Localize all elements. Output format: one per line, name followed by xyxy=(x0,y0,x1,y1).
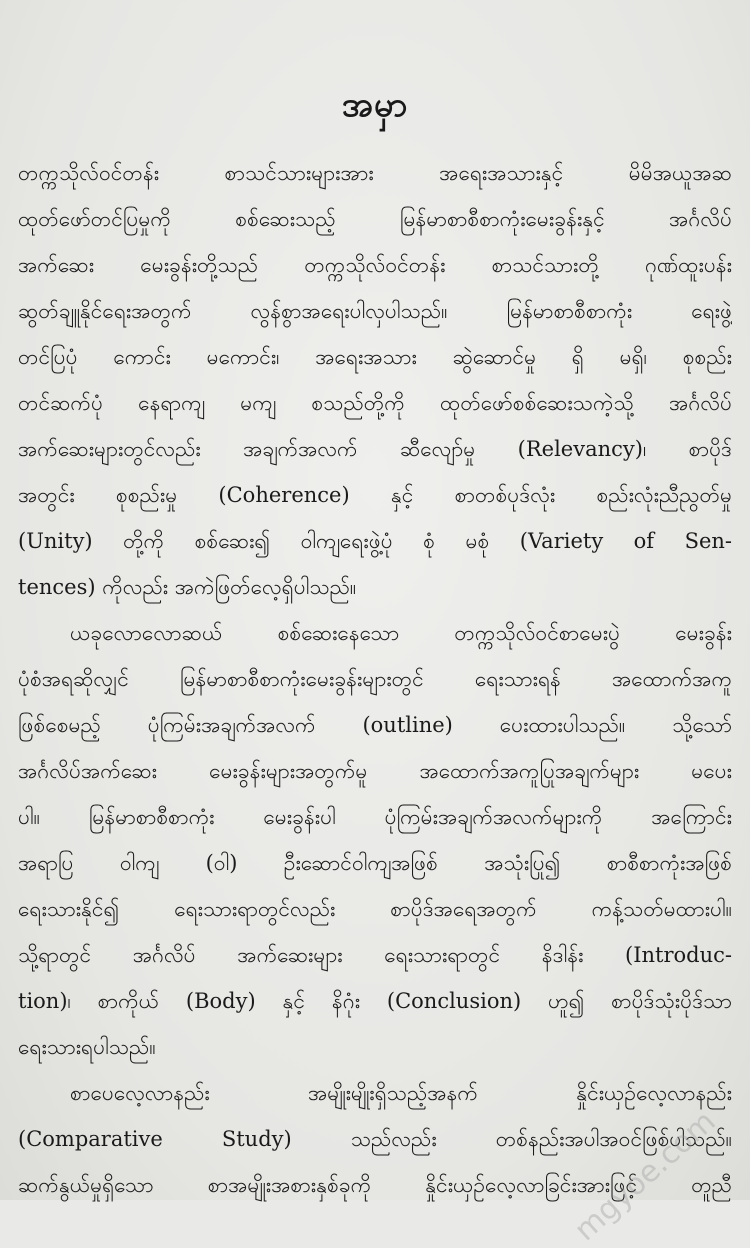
text-line: tences) ကိုလည်း အကဲဖြတ်လေ့ရှိပါသည်။ xyxy=(18,575,357,599)
text-line: ပုံစံအရဆိုလျှင် မြန်မာစာစီစာကုံးမေးခွန်းများတွင် ရေးသားရန် အထောက်အကူ xyxy=(18,667,732,691)
text-line: ဆက်နွယ်မှုရှိသော စာအမျိုးအစားနှစ်ခုကို နှိုင်းယှဉ်လေ့လာခြင်းအားဖြင့် တူညီ xyxy=(18,1173,732,1197)
text-line: ယခုလောလောဆယ် စစ်ဆေးနေသော တက္ကသိုလ်ဝင်စာမေးပွဲ မေးခွန်း xyxy=(70,621,732,645)
text-line: ပါ။ မြန်မာစာစီစာကုံး မေးခွန်းပါ ပုံကြမ်းအချက်အလက်များကို အကြောင်း xyxy=(18,805,732,829)
text-line: အတွင်း စုစည်းမှု (Coherence) နှင့် စာတစ်ပုဒ်လုံး စည်းလုံးညီညွတ်မှု xyxy=(18,483,732,507)
text-line: စာပေလေ့လာနည်း အမျိုးမျိုးရှိသည့်အနက် နှိုင်းယှဉ်လေ့လာနည်း xyxy=(70,1081,732,1105)
text-line: ရေးသားနိုင်၍ ရေးသားရာတွင်လည်း စာပိုဒ်အရေအတွက် ကန့်သတ်မထားပါ။ xyxy=(18,897,732,921)
text-line: ဖြစ်စေမည့် ပုံကြမ်းအချက်အလက် (outline) ပေးထားပါသည်။ သို့သော် xyxy=(18,713,732,737)
text-line: တင်ပြပုံ ကောင်း မကောင်း၊ အရေးအသား ဆွဲဆောင်မှု ရှိ မရှိ၊ စုစည်း xyxy=(18,345,732,369)
page-heading: အမှာ xyxy=(341,85,409,125)
text-line: (Comparative Study) သည်လည်း တစ်နည်းအပါအဝင်ဖြစ်ပါသည်။ xyxy=(18,1127,732,1151)
body-text xyxy=(18,150,732,1208)
watermark: mgyoe.com xyxy=(567,1103,722,1248)
text-line: သို့ရာတွင် အင်္ဂလိပ် အက်ဆေးများ ရေးသားရာတွင် နိဒါန်း (Introduc- xyxy=(18,943,732,967)
text-line: ဆွတ်ချူနိုင်ရေးအတွက် လွန်စွာအရေးပါလှပါသည်။ မြန်မာစာစီစာကုံး ရေးဖွဲ့ xyxy=(18,299,732,323)
text-line: တက္ကသိုလ်ဝင်တန်း စာသင်သားများအား အရေးအသားနှင့် မိမိအယူအဆ xyxy=(18,161,732,185)
text-line: (Unity) တို့ကို စစ်ဆေး၍ ဝါကျရေးဖွဲ့ပုံ စုံ မစုံ (Variety of Sen- xyxy=(18,529,732,553)
text-line: တင်ဆက်ပုံ နေရာကျ မကျ စသည်တို့ကို ထုတ်ဖော်စစ်ဆေးသကဲ့သို့ အင်္ဂလိပ် xyxy=(18,391,732,415)
text-line: အရာပြ ဝါကျ (ဝါ) ဦးဆောင်ဝါကျအဖြစ် အသုံးပြု၍ စာစီစာကုံးအဖြစ် xyxy=(18,851,732,875)
text-line: ရေးသားရပါသည်။ xyxy=(18,1035,156,1059)
text-line: အင်္ဂလိပ်အက်ဆေး မေးခွန်းများအတွက်မူ အထောက်အကူပြုအချက်များ မပေး xyxy=(18,759,732,783)
text-line: tion)၊ စာကိုယ် (Body) နှင့် နိဂုံး (Conclusion) ဟူ၍ စာပိုဒ်သုံးပိုဒ်သာ xyxy=(18,989,732,1013)
text-line: အက်ဆေး မေးခွန်းတို့သည် တက္ကသိုလ်ဝင်တန်း စာသင်သားတို့ ဂုဏ်ထူးပန်း xyxy=(18,253,732,277)
text-line: ထုတ်ဖော်တင်ပြမှုကို စစ်ဆေးသည့် မြန်မာစာစီစာကုံးမေးခွန်းနှင့် အင်္ဂလိပ် xyxy=(18,207,732,231)
text-line: အက်ဆေးများတွင်လည်း အချက်အလက် ဆီလျော်မှု (Relevancy)၊ စာပိုဒ် xyxy=(18,437,732,461)
